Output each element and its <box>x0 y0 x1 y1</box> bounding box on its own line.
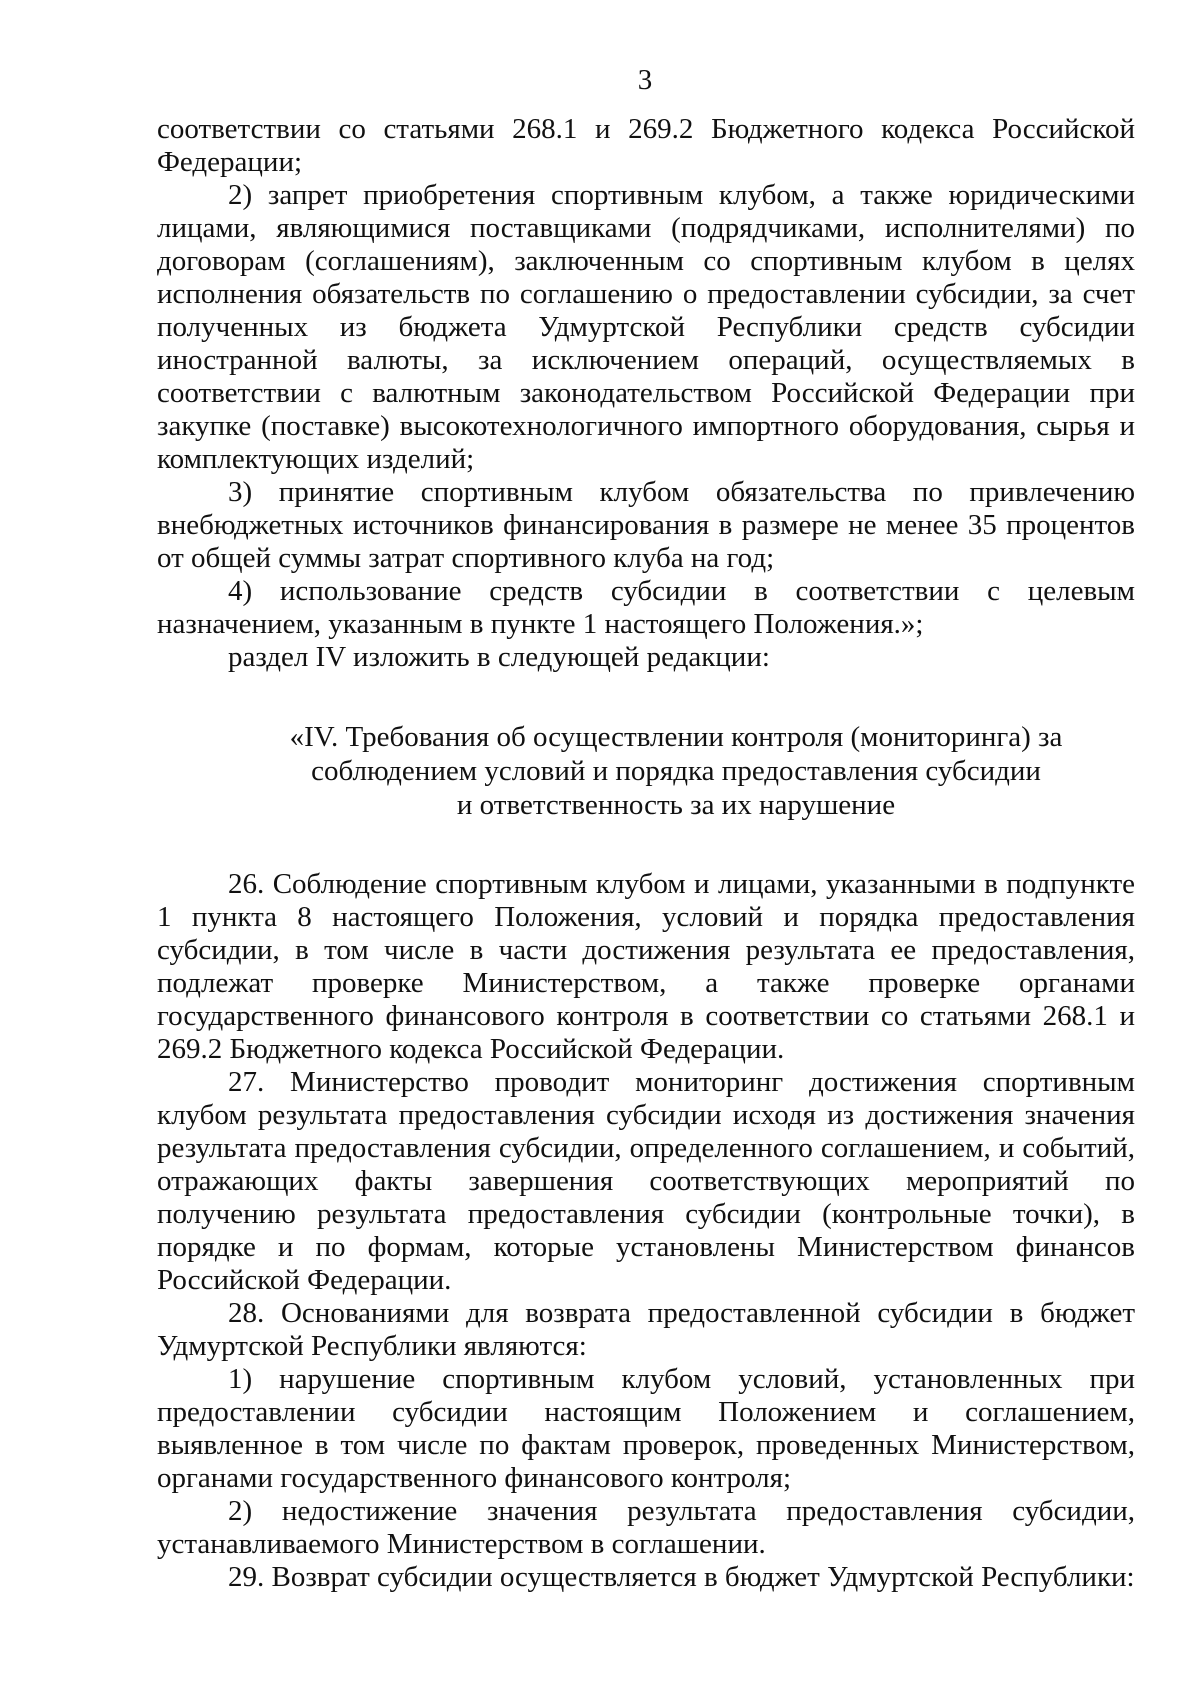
paragraph-28-item-2: 2) недостижение значения результата предоставления субсидии, устанавливаемого Министерством в соглашении. <box>157 1495 1135 1560</box>
section-heading <box>157 720 1135 822</box>
section-heading-line-1: «IV. Требования об осуществлении контроля (мониторинга) за <box>289 721 1063 753</box>
paragraph-29: 29. Возврат субсидии осуществляется в бюджет Удмуртской Республики: <box>228 1561 1135 1593</box>
section-heading-line-3: и ответственность за их нарушение <box>456 789 896 821</box>
paragraph-continuation: соответствии со статьями 268.1 и 269.2 Бюджетного кодекса Российской Федерации; <box>157 113 1135 178</box>
paragraph-item-2: 2) запрет приобретения спортивным клубом, а также юридическими лицами, являющимися поставщиками (подрядчиками, исполнителями) по договорам (соглашениям), заключенным со спортивным клубом в целях исполнения обязательств по соглашению о предоставлении субсидии, за счет полученных из бюджета Удмуртской Республики средств субсидии иностранной валюты, за исключением операций, осуществляемых в соответствии с валютным законодательством Российской Федерации при закупке (поставке) высокотехнологичного импортного оборудования, сырья и комплектующих изделий; <box>157 179 1135 475</box>
paragraph-item-3: 3) принятие спортивным клубом обязательства по привлечению внебюджетных источников финансирования в размере не менее 35 процентов от общей суммы затрат спортивного клуба на год; <box>157 476 1135 574</box>
paragraph-section-intro: раздел IV изложить в следующей редакции: <box>228 641 770 673</box>
paragraph-27: 27. Министерство проводит мониторинг достижения спортивным клубом результата предоставления субсидии исходя из достижения значения результата предоставления субсидии, определенного соглашением, и событий, отражающих факты завершения соответствующих мероприятий по получению результата предоставления субсидии (контрольные точки), в порядке и по формам, которые установлены Министерством финансов Российской Федерации. <box>157 1066 1135 1296</box>
paragraph-26: 26. Соблюдение спортивным клубом и лицами, указанными в подпункте 1 пункта 8 настоящего Положения, условий и порядка предоставления субсидии, в том числе в части достижения результата ее предоставления, подлежат проверке Министерством, а также проверке органами государственного финансового контроля в соответствии со статьями 268.1 и 269.2 Бюджетного кодекса Российской Федерации. <box>157 868 1135 1065</box>
paragraph-28: 28. Основаниями для возврата предоставленной субсидии в бюджет Удмуртской Республики являются: <box>157 1297 1135 1362</box>
document-body <box>157 113 1135 1594</box>
paragraph-28-item-1: 1) нарушение спортивным клубом условий, установленных при предоставлении субсидии настоящим Положением и соглашением, выявленное в том числе по фактам проверок, проведенных Министерством, органами государственного финансового контроля; <box>157 1363 1135 1494</box>
section-heading-line-2: соблюдением условий и порядка предоставления субсидии <box>311 755 1041 787</box>
page-number: 3 <box>637 64 653 96</box>
paragraph-item-4: 4) использование средств субсидии в соответствии с целевым назначением, указанным в пункте 1 настоящего Положения.»; <box>157 575 1135 640</box>
